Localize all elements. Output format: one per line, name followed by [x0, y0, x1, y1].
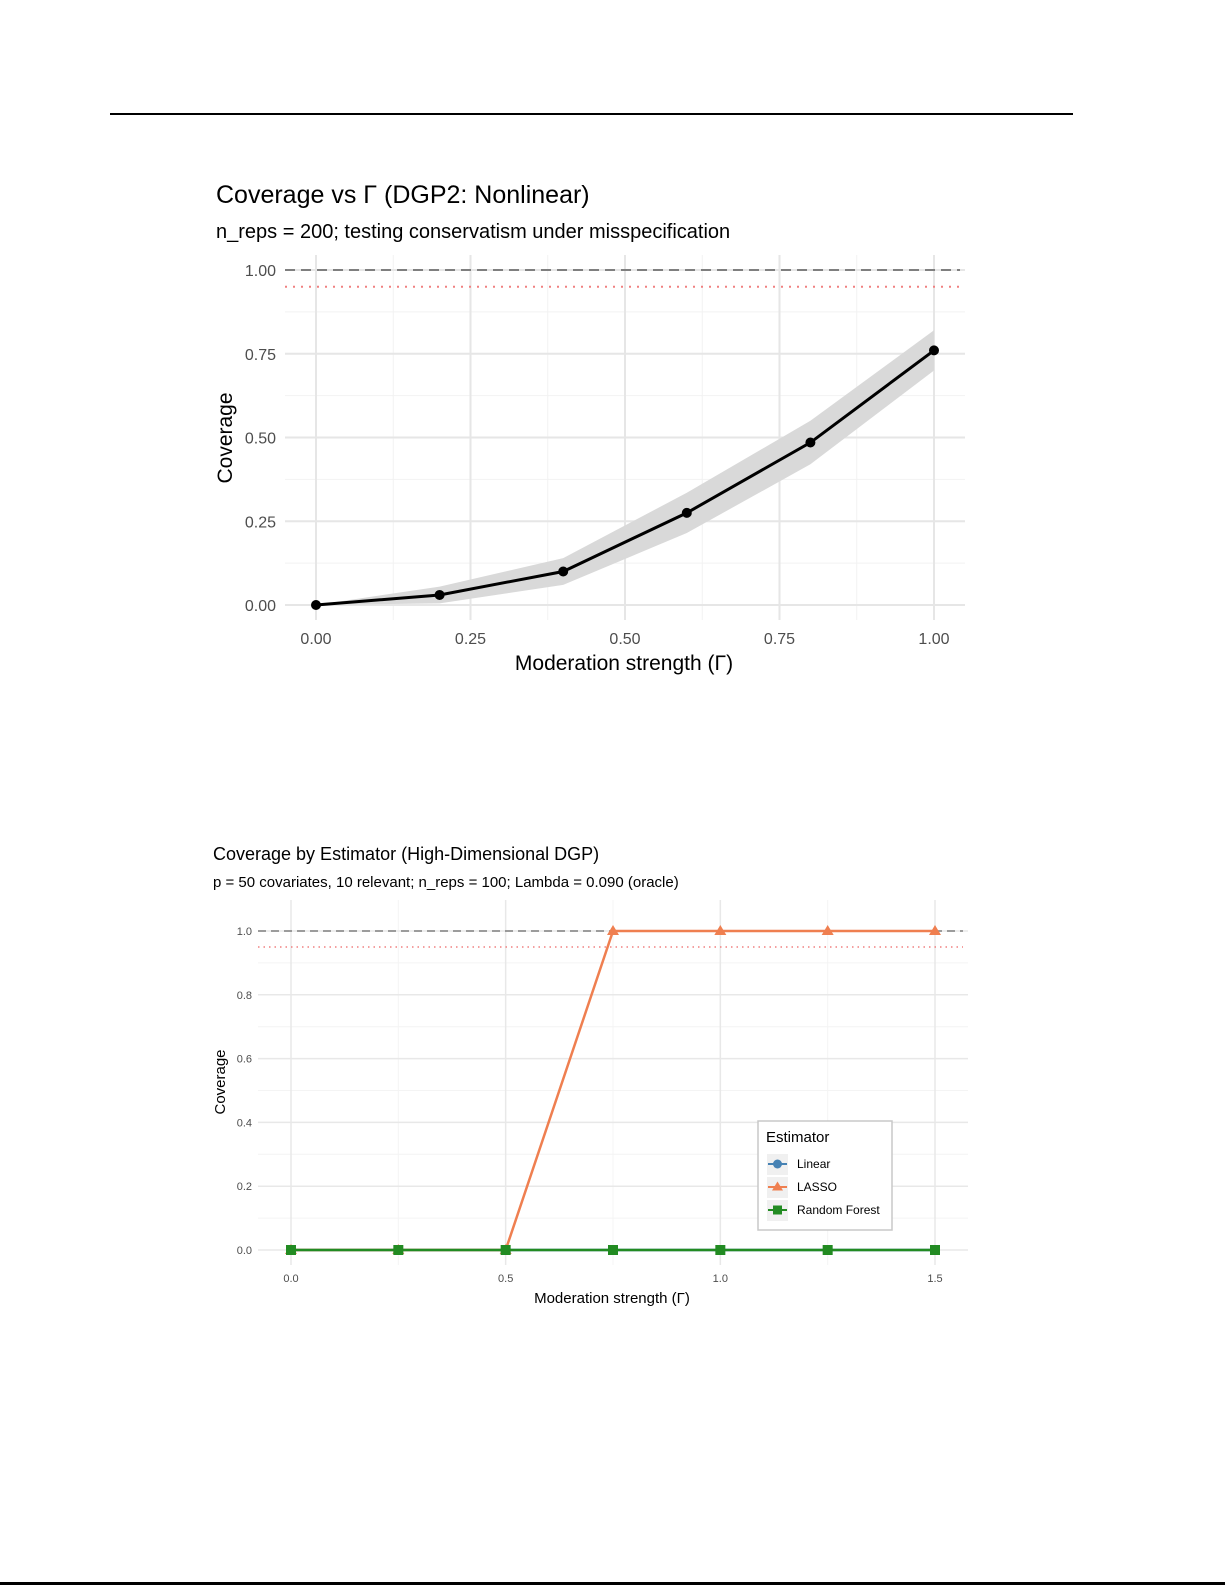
legend-label-linear: Linear [797, 1157, 831, 1171]
x-tick-label: 0.5 [498, 1273, 514, 1285]
y-tick-label: 0.0 [236, 1245, 252, 1257]
y-tick-label: 0.2 [236, 1181, 252, 1194]
legend-label-random-forest: Random Forest [797, 1203, 880, 1217]
y-tick-label: 0.00 [244, 598, 276, 615]
x-axis-label: Moderation strength (Γ) [534, 1290, 690, 1307]
y-tick-label: 0.75 [244, 346, 276, 364]
chart-1-title: Coverage vs Γ (DGP2: Nonlinear) [216, 181, 590, 209]
y-tick-label: 0.4 [236, 1117, 252, 1130]
random-forest-point [608, 1245, 618, 1255]
x-tick-label: 0.25 [454, 631, 487, 648]
legend-linear-marker [773, 1160, 782, 1169]
coverage-point [805, 438, 815, 448]
y-tick-label: 1.00 [244, 263, 276, 280]
x-tick-label: 1.5 [927, 1273, 943, 1285]
random-forest-point [286, 1245, 296, 1255]
coverage-point [682, 508, 692, 518]
y-axis-label: Coverage [214, 392, 237, 484]
coverage-point [929, 345, 939, 355]
x-tick-label: 0.00 [300, 631, 332, 648]
legend-label-lasso: LASSO [797, 1180, 838, 1194]
random-forest-point [501, 1245, 511, 1255]
random-forest-point [715, 1245, 725, 1255]
y-tick-label: 0.6 [236, 1053, 252, 1066]
random-forest-point [930, 1245, 940, 1255]
y-tick-label: 0.50 [244, 430, 276, 448]
y-tick-label: 1.0 [236, 926, 252, 938]
legend-title: Estimator [766, 1129, 830, 1146]
chart-2-subtitle: p = 50 covariates, 10 relevant; n_reps = 100; Lambda = 0.090 (oracle) [213, 874, 679, 891]
random-forest-point [393, 1245, 403, 1255]
y-axis-label: Coverage [212, 1049, 229, 1115]
x-tick-label: 0.0 [283, 1273, 299, 1285]
x-tick-label: 1.0 [712, 1273, 728, 1285]
legend-random-forest-marker [773, 1206, 782, 1215]
legend [758, 1121, 892, 1230]
coverage-point [435, 590, 445, 600]
coverage-point [558, 567, 568, 577]
chart-1-subtitle: n_reps = 200; testing conservatism under misspecification [216, 221, 731, 243]
y-tick-label: 0.8 [236, 989, 252, 1002]
x-tick-label: 0.75 [763, 631, 796, 648]
chart-1 [214, 181, 965, 675]
random-forest-point [823, 1245, 833, 1255]
x-tick-label: 0.50 [609, 631, 641, 648]
x-axis-label: Moderation strength (Γ) [514, 652, 734, 675]
chart-2 [212, 844, 968, 1307]
coverage-point [311, 600, 321, 610]
y-tick-label: 0.25 [244, 514, 276, 532]
chart-2-title: Coverage by Estimator (High-Dimensional DGP) [213, 844, 600, 864]
x-tick-label: 1.00 [918, 631, 950, 648]
